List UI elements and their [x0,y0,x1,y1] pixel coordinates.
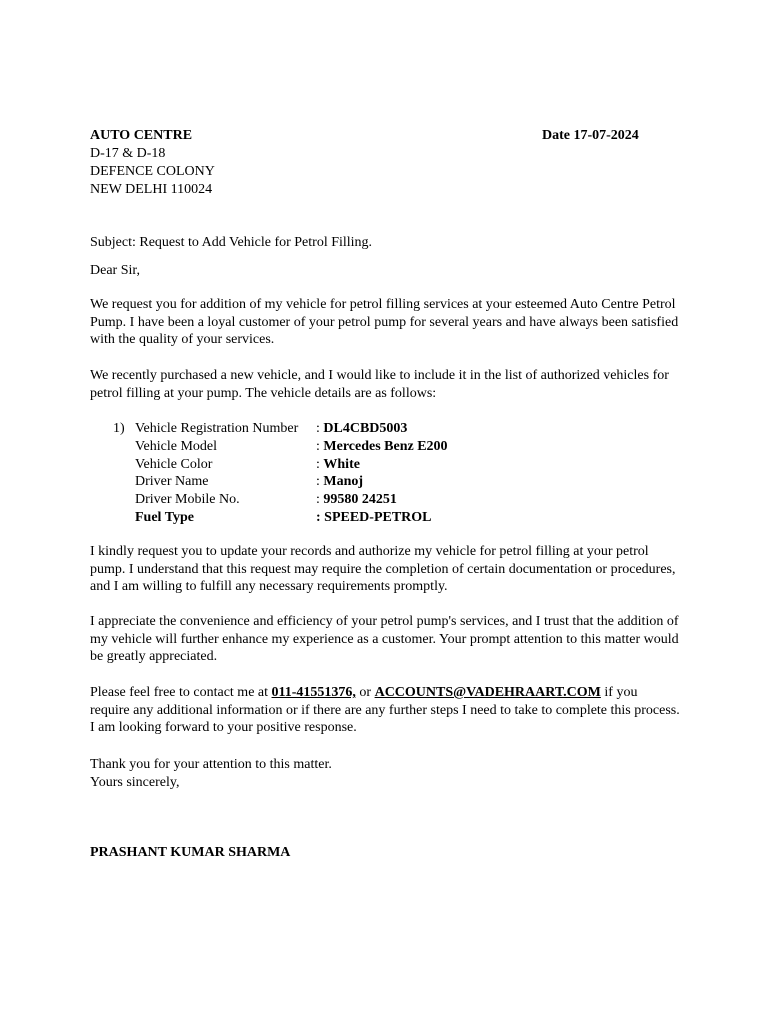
paragraph-request: We request you for addition of my vehicle for petrol filling services at your esteemed Auto Centre Petrol Pump. I have been a loyal customer of your petrol pump for several years and have always been satisfied with the quality of your services. [90,297,679,348]
vehicle-value: SPEED-PETROL [324,510,432,525]
vehicle-value-cell [316,438,448,456]
vehicle-separator: : [316,421,324,436]
vehicle-separator: : [316,492,324,507]
vehicle-value-cell [316,473,363,491]
sender-address-line2: DEFENCE COLONY [90,164,215,179]
vehicle-value: 99580 24251 [323,492,397,507]
vehicle-separator: : [316,510,325,525]
vehicle-separator: : [316,457,324,472]
vehicle-label: Driver Name [135,474,209,489]
paragraph-new-vehicle: We recently purchased a new vehicle, and I would like to include it in the list of authorized vehicles for petrol filling at your pump. The vehicle details are as follows: [90,368,669,401]
subject-line: Subject: Request to Add Vehicle for Petrol Filling. [90,235,373,250]
contact-prefix: Please feel free to contact me at [90,685,272,700]
vehicle-value: Mercedes Benz E200 [323,439,448,454]
paragraph-update-records: I kindly request you to update your records and authorize my vehicle for petrol filling at your petrol pump. I understand that this request may require the completion of certain documentation or procedures, and I am willing to fulfill any necessary requirements promptly. [90,544,676,595]
signature-name: PRASHANT KUMAR SHARMA [90,845,291,860]
vehicle-label: Fuel Type [135,510,194,525]
vehicle-value: DL4CBD5003 [323,421,408,436]
vehicle-value: Manoj [323,474,364,489]
vehicle-label: Vehicle Registration Number [135,421,299,436]
vehicle-separator: : [316,474,324,489]
vehicle-value-cell [316,420,407,438]
closing-line: Yours sincerely, [90,775,180,790]
letter-date: Date 17-07-2024 [542,128,639,143]
vehicle-value-cell [316,491,397,509]
salutation: Dear Sir, [90,263,140,278]
vehicle-label: Driver Mobile No. [135,492,240,507]
contact-suffix: if you require any additional information or if there are any further steps I need to take to complete this process. I am looking forward to your positive response. [90,685,680,736]
vehicle-label: Vehicle Model [135,439,218,454]
vehicle-label: Vehicle Color [135,457,213,472]
sender-address-line1: D-17 & D-18 [90,146,166,161]
sender-address-line3: NEW DELHI 110024 [90,182,213,197]
vehicle-value-cell [316,509,432,527]
paragraph-appreciation: I appreciate the convenience and efficiency of your petrol pump's services, and I trust that the addition of my vehicle will further enhance my experience as a customer. Your prompt attention to this matter would be greatly appreciated. [90,614,679,665]
contact-middle: or [355,685,375,700]
contact-email-link[interactable]: ACCOUNTS@VADEHRAART.COM [374,685,601,700]
sender-name: AUTO CENTRE [90,128,193,143]
vehicle-value: White [323,457,360,472]
vehicle-separator: : [316,439,324,454]
thanks-line: Thank you for your attention to this matter. [90,757,332,772]
contact-phone: 011-41551376, [271,685,356,700]
paragraph-contact [90,684,680,737]
list-number: 1) [113,421,125,436]
vehicle-value-cell [316,456,360,474]
